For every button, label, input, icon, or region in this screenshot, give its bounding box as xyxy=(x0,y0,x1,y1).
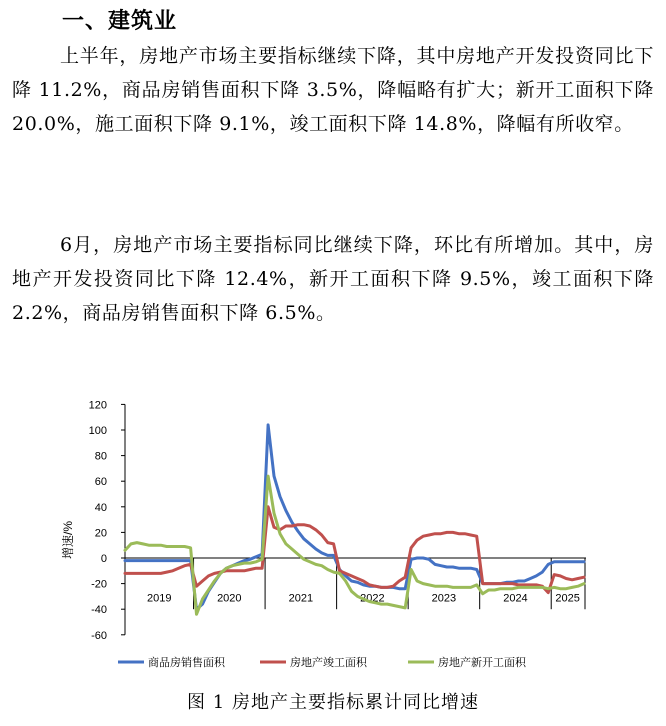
year-label-2023: 2023 xyxy=(431,592,457,605)
y-tick-label: 80 xyxy=(94,450,107,463)
legend-label-2: 房地产新开工面积 xyxy=(438,657,526,669)
y-tick-label: 0 xyxy=(100,553,107,565)
year-label-2019: 2019 xyxy=(147,592,172,605)
y-tick-label: 20 xyxy=(94,527,107,540)
y-tick-label: -60 xyxy=(91,629,107,642)
legend-label-0: 商品房销售面积 xyxy=(148,657,225,669)
year-label-2022: 2022 xyxy=(360,592,385,605)
y-tick-label: 60 xyxy=(94,476,107,489)
section-heading: 一、建筑业 xyxy=(62,9,178,34)
growth-line-chart xyxy=(0,390,666,685)
y-tick-label: -40 xyxy=(91,604,107,617)
y-tick-label: -20 xyxy=(91,578,107,591)
paragraph-first-half: 上半年，房地产市场主要指标继续下降，其中房地产开发投资同比下降 11.2%，商品房销售面积下降 3.5%，降幅略有扩大；新开工面积下降 20.0%，施工面积下降 9.1%，竣工面积下降 14.8%，降幅有所收窄。 xyxy=(12,45,654,135)
figure-caption: 图 1 房地产主要指标累计同比增速 xyxy=(187,692,479,713)
year-label-2024: 2024 xyxy=(503,592,528,605)
year-label-2021: 2021 xyxy=(288,592,314,605)
legend-label-1: 房地产竣工面积 xyxy=(290,657,367,669)
paragraph-june: 6月，房地产市场主要指标同比继续下降，环比有所增加。其中，房地产开发投资同比下降 12.4%，新开工面积下降 9.5%，竣工面积下降 2.2%，商品房销售面积下降 6.5%。 xyxy=(12,234,654,324)
y-tick-label: 40 xyxy=(94,501,107,514)
year-label-2025: 2025 xyxy=(555,592,580,605)
y-tick-label: 120 xyxy=(88,399,107,412)
y-tick-label: 100 xyxy=(88,425,107,437)
y-axis-label: 增速/% xyxy=(61,520,75,560)
year-label-2020: 2020 xyxy=(217,592,242,605)
